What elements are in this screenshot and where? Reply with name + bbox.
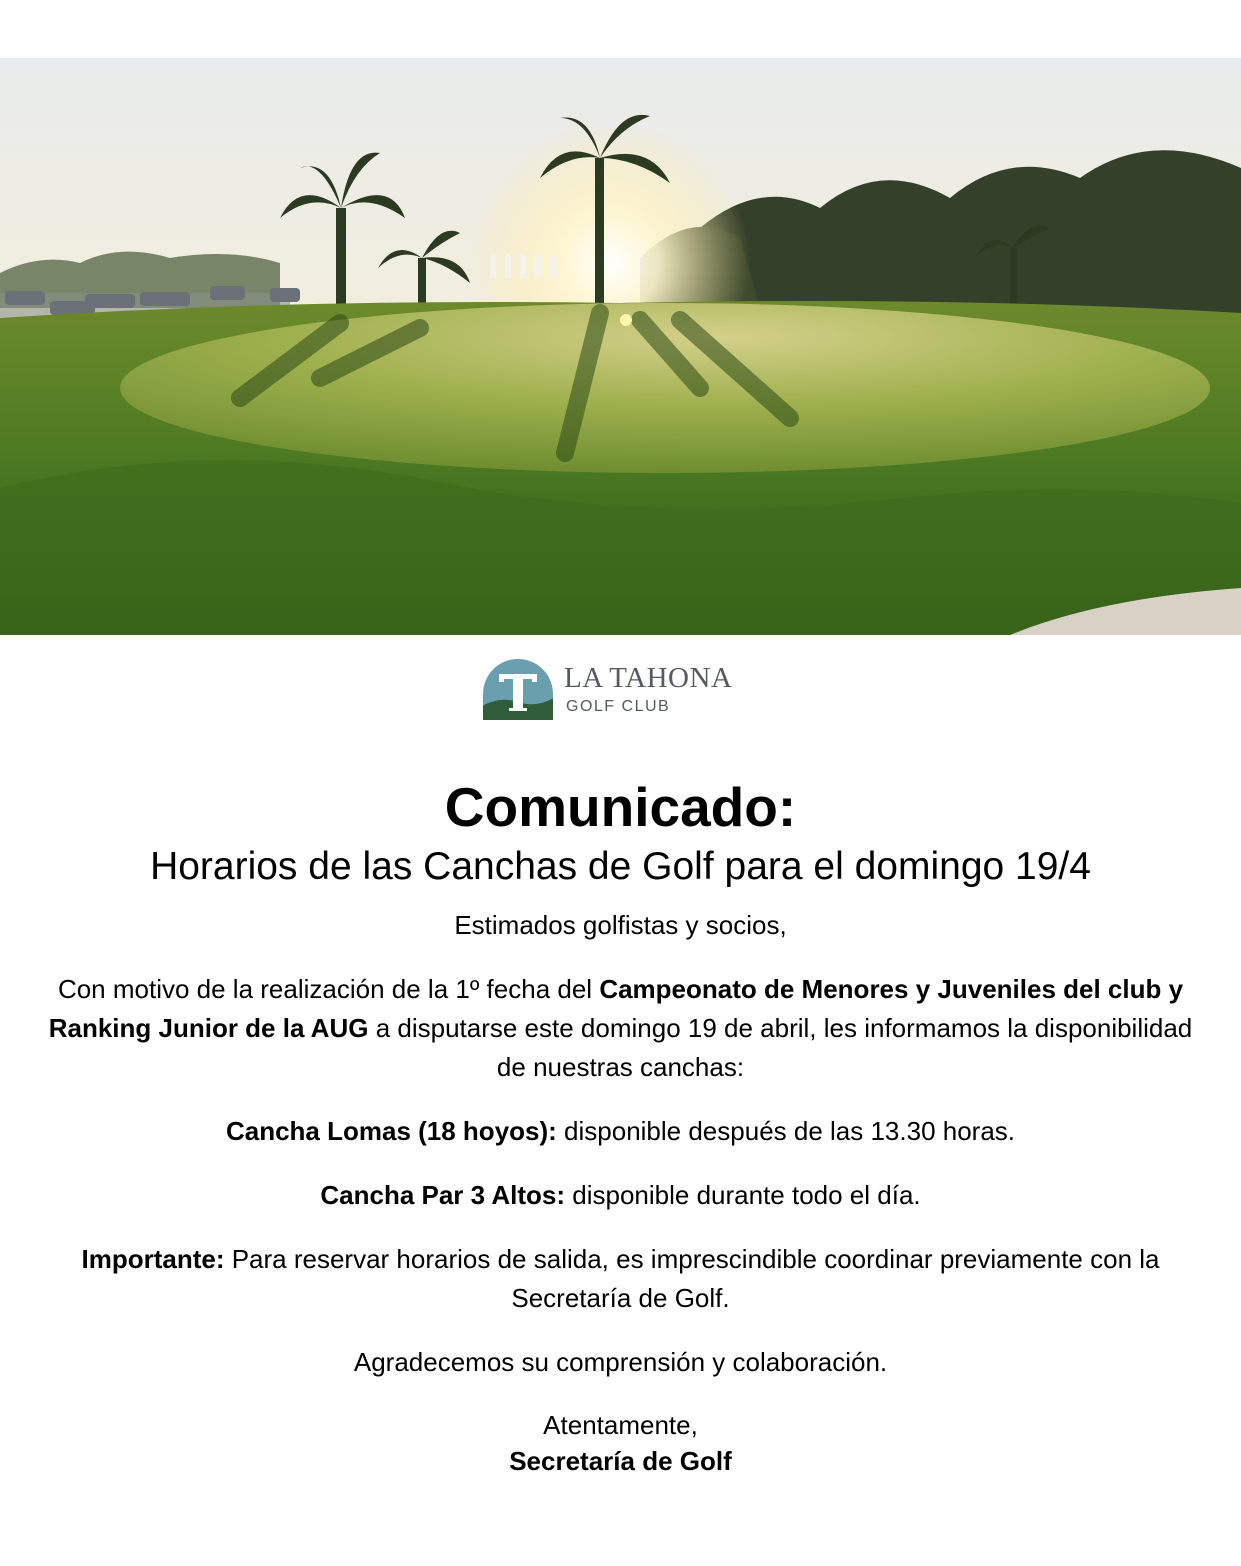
lomas-paragraph: [40, 1112, 1201, 1151]
important-text: Para reservar horarios de salida, es imprescindible coordinar previamente con la Secretaría de Golf.: [224, 1244, 1160, 1313]
logo-name: LA TAHONA: [564, 662, 733, 694]
par3-paragraph: [40, 1176, 1201, 1215]
intro-pre: Con motivo de la realización de la 1º fecha del: [57, 974, 600, 1004]
club-logo: [482, 658, 772, 722]
lomas-text: disponible después de las 13.30 horas.: [556, 1116, 1016, 1146]
greeting: Estimados golfistas y socios,: [454, 910, 787, 940]
intro-bold: Campeonato de Menores y Juveniles del club y Ranking Junior de la AUG: [48, 974, 1184, 1043]
notice-subtitle: Horarios de las Canchas de Golf para el domingo 19/4: [150, 845, 1091, 888]
notice-title: Comunicado:: [444, 776, 797, 838]
hero-golf-course-photo: [0, 58, 1241, 635]
par3-label: Cancha Par 3 Altos:: [320, 1180, 566, 1210]
lomas-label: Cancha Lomas (18 hoyos):: [225, 1116, 557, 1146]
closing: Atentamente,: [543, 1410, 698, 1440]
intro-post: a disputarse este domingo 19 de abril, les informamos la disponibilidad de nuestras canchas:: [368, 1013, 1193, 1082]
signature: [40, 1443, 1201, 1479]
par3-text: disponible durante todo el día.: [565, 1180, 921, 1210]
intro-paragraph: [40, 970, 1201, 1087]
thanks-paragraph: Agradecemos su comprensión y colaboración.: [353, 1347, 888, 1377]
signature-name: Secretaría de Golf: [509, 1446, 732, 1476]
important-paragraph: [40, 1240, 1201, 1318]
notice-body: [40, 772, 1201, 1479]
important-label: Importante:: [81, 1244, 225, 1274]
la-tahona-emblem-icon: [482, 658, 554, 720]
logo-subtitle: GOLF CLUB: [566, 698, 671, 715]
